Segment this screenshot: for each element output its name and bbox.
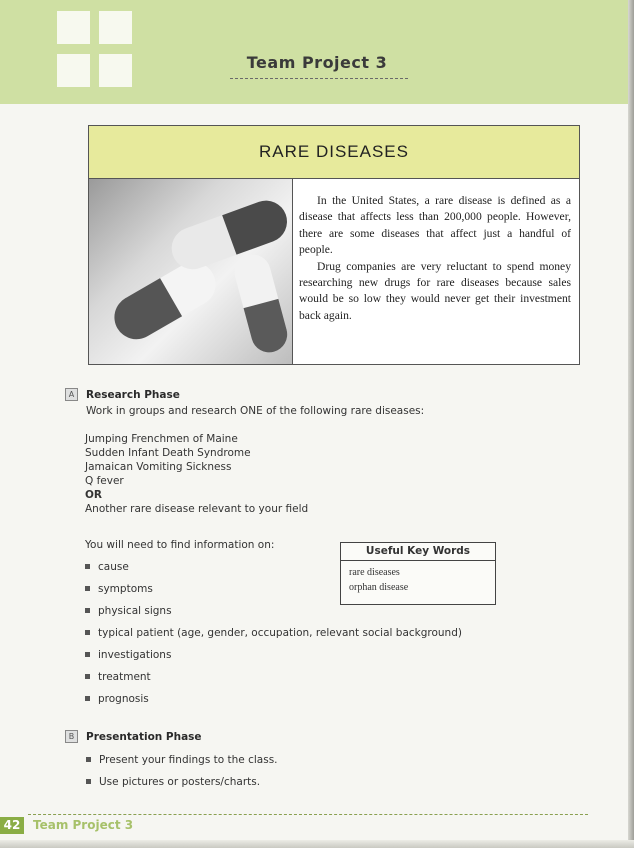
- disease-item: Jamaican Vomiting Sickness: [85, 461, 232, 473]
- header-band: [0, 0, 634, 104]
- topic-item: typical patient (age, gender, occupation, relevant social background): [85, 627, 462, 639]
- footer-title: Team Project 3: [33, 818, 134, 832]
- presentation-item: Present your findings to the class.: [86, 754, 278, 766]
- useful-key-words-box: [340, 542, 496, 605]
- page-title: Team Project 3: [246, 53, 388, 72]
- key-word: orphan disease: [349, 582, 409, 593]
- section-a-marker: A: [65, 388, 78, 401]
- topic-item: physical signs: [85, 605, 172, 617]
- topic-item: symptoms: [85, 583, 153, 595]
- feature-text: [299, 193, 571, 324]
- key-word: rare diseases: [349, 567, 400, 578]
- capsules-photo: [89, 179, 293, 364]
- or-label: OR: [85, 489, 103, 501]
- deco-square: [99, 11, 132, 44]
- section-b-marker: B: [65, 730, 78, 743]
- topic-item: prognosis: [85, 693, 149, 705]
- feature-box: [88, 125, 580, 365]
- feature-heading: RARE DISEASES: [259, 142, 409, 161]
- feature-paragraph: In the United States, a rare disease is defined as a disease that affects less than 200,000 people. However, there are some diseases that affect just a handful of people.: [299, 194, 571, 257]
- footer-rule: [28, 814, 588, 815]
- feature-heading-band: [89, 126, 579, 179]
- deco-square: [57, 11, 90, 44]
- presentation-phase-title: Presentation Phase: [86, 731, 202, 743]
- disease-item: Q fever: [85, 475, 124, 487]
- page-spine-shadow: [628, 0, 634, 848]
- disease-item: Sudden Infant Death Syndrome: [85, 447, 251, 459]
- other-disease: Another rare disease relevant to your field: [85, 503, 309, 515]
- page-bottom-edge: [0, 840, 634, 848]
- title-underline: [230, 78, 408, 79]
- capsules-illustration: [89, 179, 292, 364]
- research-phase-title: Research Phase: [86, 389, 180, 401]
- page-number: 42: [0, 817, 24, 834]
- topic-item: treatment: [85, 671, 151, 683]
- topic-item: investigations: [85, 649, 171, 661]
- presentation-item: Use pictures or posters/charts.: [86, 776, 260, 788]
- research-intro: Work in groups and research ONE of the following rare diseases:: [86, 405, 425, 417]
- feature-paragraph: Drug companies are very reluctant to spend money researching new drugs for rare diseases because sales would be so low they would never get their investment back again.: [299, 259, 571, 322]
- key-words-title: Useful Key Words: [341, 543, 495, 561]
- topic-item: cause: [85, 561, 129, 573]
- need-info-text: You will need to find information on:: [85, 539, 275, 551]
- disease-item: Jumping Frenchmen of Maine: [85, 433, 238, 445]
